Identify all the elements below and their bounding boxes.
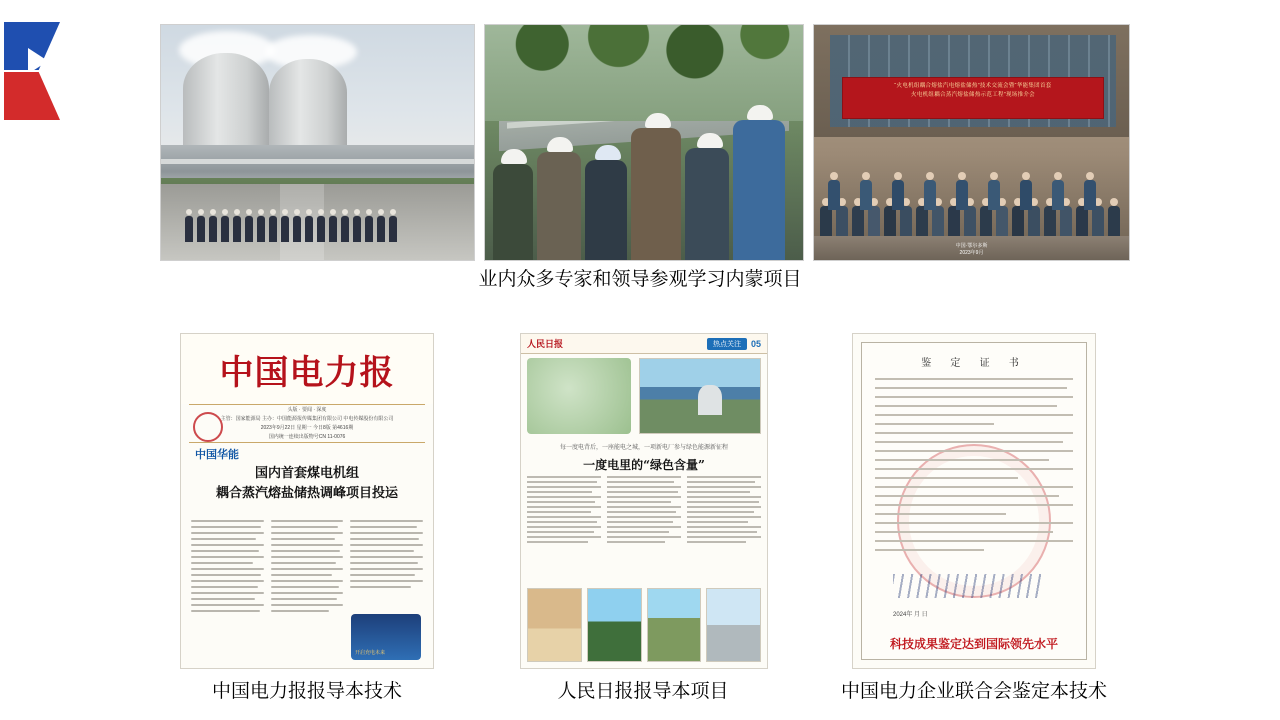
- photo2-person-1: [493, 164, 533, 260]
- brand-logo: [4, 22, 60, 122]
- doc2-title: 一度电里的“绿色含量”: [583, 458, 705, 472]
- doc1-masthead: [181, 334, 433, 404]
- photo2-person-3: [585, 160, 627, 260]
- doc1-column-1: [191, 520, 264, 610]
- photo2-helmet-5: [697, 133, 723, 148]
- photo3-banner-line-1: “火电机组耦合熔盐汽电熔盐储热”技术交流会暨“华能集团首套: [894, 83, 1052, 89]
- photo2-helmet-2: [547, 137, 573, 152]
- doc2-photo-3: [647, 588, 702, 662]
- top-photo-row: [160, 24, 1130, 261]
- photo-helmet-group-discussion: [484, 24, 804, 261]
- doc1-column-2: [271, 520, 344, 610]
- doc1-issue-line-1: 主管：国家能源局 主办：中国能源报传媒集团有限公司 中电传媒股份有限公司: [220, 416, 394, 422]
- doc1-advertisement: [351, 614, 421, 660]
- doc3-signature-area: [893, 574, 1043, 598]
- doc2-column-3: [687, 476, 761, 588]
- caption-doc-1: 中国电力报报导本技术: [211, 680, 402, 702]
- doc3-footer-conclusion: 科技成果鉴定达到国际领先水平: [889, 637, 1058, 651]
- doc2-page-number: 05: [750, 338, 761, 349]
- photo-cooling-tower-site-visit: [160, 24, 475, 261]
- doc3-title: 鉴 定 证 书: [921, 358, 1027, 369]
- doc-appraisal-certificate: [852, 333, 1096, 669]
- doc2-column-1: [527, 476, 601, 588]
- doc2-photo-2: [587, 588, 642, 662]
- doc2-column-2: [607, 476, 681, 588]
- doc3-body-text: [875, 378, 1073, 588]
- photo-conference-group-photo: [813, 24, 1130, 261]
- photo2-person-6: [733, 120, 785, 260]
- logo-red-band: [4, 72, 60, 120]
- doc1-rule-top: [189, 404, 425, 405]
- caption-doc-2: 人民日报报导本项目: [557, 680, 729, 702]
- doc1-brand-label: 中国华能: [195, 448, 239, 461]
- photo2-helmet-4: [645, 113, 671, 128]
- doc2-plant-photo: [639, 358, 761, 434]
- doc1-headline-line-1: 国内首套煤电机组: [254, 466, 359, 481]
- doc2-header: [521, 334, 767, 354]
- doc2-section-label: 热点关注: [707, 338, 747, 350]
- doc1-issue-line-3: 国内统一连续出版物号CN 11-0076: [268, 434, 346, 440]
- photo3-red-banner: [842, 77, 1104, 119]
- photo3-location-text: 中国·鄂尔多斯: [955, 243, 988, 249]
- doc1-ad-text: 开启充电未来: [355, 650, 386, 656]
- doc1-body-columns: [191, 520, 423, 610]
- document-row: [0, 333, 1280, 673]
- doc-china-electric-power-news: [180, 333, 434, 669]
- logo-arrow-icon: [28, 48, 48, 74]
- doc1-headline: [191, 464, 423, 504]
- caption-doc-3: 中国电力企业联合会鉴定本技术: [840, 680, 1107, 702]
- doc1-subhead-lines: [189, 406, 425, 442]
- doc2-body-columns: [527, 476, 761, 588]
- doc2-photo-4: [706, 588, 761, 662]
- doc2-subtitle: 每一度电背后，一座能电之城，一项新电厂参与绿色能源新征程: [559, 445, 728, 451]
- doc2-illustration-block: [527, 358, 631, 434]
- doc1-masthead-sub: 头版 · 要闻 · 深度: [287, 407, 327, 413]
- doc1-masthead-title: 中国电力报: [219, 352, 395, 393]
- photo2-helmet-1: [501, 149, 527, 164]
- doc1-issue-line-2: 2023年9月22日 星期一 今日8版 第4616期: [260, 425, 354, 431]
- photo3-date-text: 2023年9月: [959, 250, 984, 256]
- doc2-paper-name: 人民日报: [527, 340, 564, 350]
- doc2-photo-1: [527, 588, 582, 662]
- doc-people-daily-page: [520, 333, 768, 669]
- top-photo-caption: 业内众多专家和领导参观学习内蒙项目: [478, 268, 802, 290]
- photo2-helmet-3: [595, 145, 621, 160]
- doc1-headline-line-2: 耦合蒸汽熔盐储热调峰项目投运: [215, 486, 398, 501]
- doc2-photo-strip: [527, 588, 761, 662]
- doc1-round-emblem-icon: [193, 412, 223, 442]
- photo2-person-5: [685, 148, 729, 260]
- photo2-person-2: [537, 152, 581, 260]
- photo1-visitor-crowd: [185, 190, 415, 242]
- photo3-location-label: [814, 242, 1129, 256]
- photo3-banner-line-2: 火电机组耦合蒸汽熔盐储热示范工程”现场推介会: [911, 92, 1035, 98]
- photo3-group-crowd: [814, 132, 1129, 240]
- doc1-column-3: [350, 520, 423, 610]
- doc1-rule-bottom: [189, 442, 425, 443]
- photo2-person-4: [631, 128, 681, 260]
- doc3-date-line: 2024年 月 日: [893, 612, 928, 618]
- bottom-caption-row: [0, 676, 1280, 710]
- photo2-helmet-6: [747, 105, 773, 120]
